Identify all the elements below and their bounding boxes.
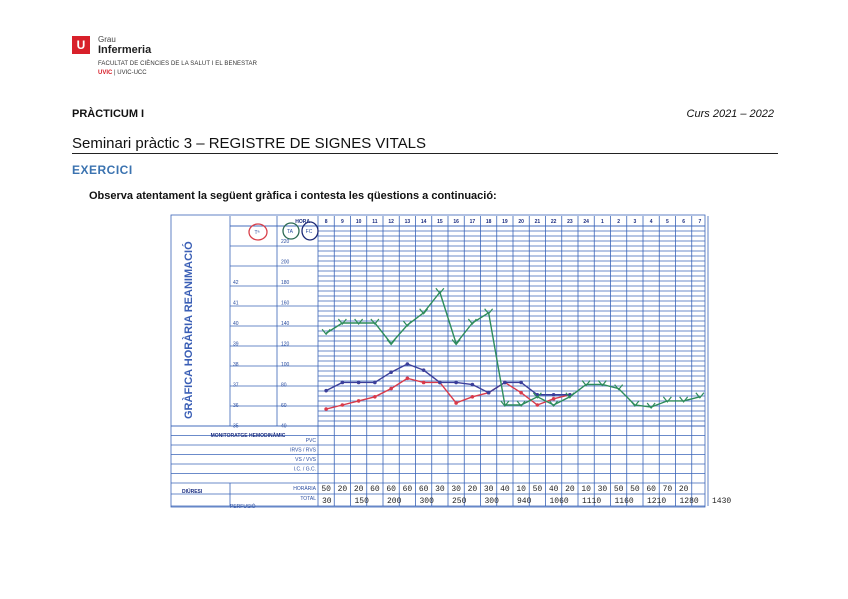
- temp-tick-label: 37: [233, 382, 239, 389]
- pressure-tick-label: 100: [281, 362, 290, 368]
- diuresi-total-value: 1210: [647, 497, 667, 506]
- monitoring-row-label: VS / VVS: [295, 457, 316, 463]
- fc-column-label: FC: [305, 229, 313, 235]
- course-name: PRÀCTICUM I: [72, 108, 145, 120]
- series-point-1: [324, 407, 328, 411]
- hour-tick-label: 13: [404, 219, 411, 225]
- pressure-tick-label: 60: [281, 403, 287, 409]
- series-point-2: [324, 389, 328, 393]
- hour-tick-label: 15: [437, 219, 443, 225]
- fc-point-mark: [615, 385, 623, 390]
- hour-tick-label: 5: [665, 219, 669, 225]
- logo-grau-label: Grau: [98, 35, 116, 44]
- logo-uvic-rest: | UVIC-UCC: [112, 70, 147, 76]
- pressure-tick-label: 140: [281, 321, 290, 327]
- hour-tick-label: 1: [600, 219, 604, 225]
- pressure-axis: [281, 239, 290, 430]
- diuresi-horaria-value: 30: [483, 485, 494, 494]
- series-point-1: [471, 395, 475, 399]
- hour-header-label: HORA: [295, 219, 310, 225]
- hour-tick-label: 24: [583, 219, 589, 225]
- diuresi-total-value: 300: [484, 497, 499, 506]
- diuresi-horaria-value: 60: [418, 485, 429, 494]
- temp-tick-label: 39: [233, 341, 239, 348]
- title-divider: [72, 153, 778, 154]
- pressure-tick-label: 80: [281, 382, 287, 389]
- diuresi-total-value: 1430: [712, 497, 732, 506]
- hour-tick-label: 9: [340, 219, 344, 225]
- temp-column-label: Tª: [254, 230, 260, 236]
- series-point-2: [454, 381, 458, 385]
- logo-faculty-name: FACULTAT DE CIÈNCIES DE LA SALUT I EL BENESTAR: [98, 61, 258, 67]
- series-point-2: [406, 362, 410, 366]
- series-point-2: [341, 381, 345, 385]
- diuresi-horaria-value: 20: [353, 485, 364, 494]
- diuresi-horaria-value: 50: [321, 485, 331, 494]
- temp-tick-label: 41: [233, 300, 239, 307]
- diuresi-total-value: 1160: [614, 497, 634, 506]
- perfusio-label: PERFUSIÓ: [230, 504, 256, 510]
- hour-tick-label: 18: [485, 219, 492, 225]
- series-point-2: [422, 368, 426, 372]
- monitoring-label: MONITORATGE HEMODINÀMIC: [210, 433, 286, 439]
- diuresi-horaria-value: 20: [565, 485, 575, 494]
- diuresi-total-value: 30: [322, 497, 332, 506]
- pressure-tick-label: 200: [281, 259, 290, 266]
- series-point-2: [389, 370, 393, 374]
- diuresi-total-value: 150: [354, 497, 369, 506]
- pressure-tick-label: 40: [281, 423, 287, 430]
- hour-tick-label: 6: [682, 219, 686, 225]
- hour-tick-label: 17: [469, 219, 476, 225]
- hour-tick-label: 22: [550, 219, 557, 225]
- diuresi-total-value: 1280: [679, 497, 699, 506]
- diuresi-total-value: 1060: [549, 497, 569, 506]
- academic-year: Curs 2021 – 2022: [686, 108, 774, 120]
- vital-signs-chart: [170, 214, 732, 510]
- series-point-2: [503, 381, 507, 385]
- university-logo-mark: U: [72, 36, 90, 54]
- hour-tick-label: 7: [698, 219, 702, 225]
- temp-tick-label: 35: [233, 423, 239, 430]
- hour-tick-label: 12: [388, 219, 394, 225]
- page-title: Seminari pràctic 3 – REGISTRE DE SIGNES VITALS: [72, 135, 426, 152]
- hour-tick-label: 23: [567, 219, 573, 225]
- series-point-2: [552, 393, 556, 397]
- temp-tick-label: 40: [233, 321, 239, 327]
- diuresi-row-horaria: HORÀRIA: [293, 486, 316, 492]
- series-point-2: [471, 383, 475, 387]
- hour-tick-label: 3: [633, 219, 637, 225]
- diuresi-horaria-value: 30: [451, 485, 461, 494]
- diuresi-horaria-value: 30: [597, 485, 608, 494]
- diuresi-horaria-value: 60: [386, 485, 396, 494]
- hour-tick-label: 21: [534, 219, 541, 225]
- diuresi-horaria-value: 50: [532, 485, 543, 494]
- diuresi-row-total: TOTAL: [300, 496, 316, 502]
- diuresi-label: DIÜRESI: [182, 489, 203, 495]
- diuresi-horaria-value: 60: [370, 485, 380, 494]
- fc-point-mark: [387, 340, 395, 345]
- diuresi-horaria-value: 50: [630, 485, 640, 494]
- diuresi-horaria-value: 30: [435, 485, 445, 494]
- diuresi-horaria-value: 50: [613, 485, 624, 494]
- hour-tick-label: 10: [355, 219, 362, 225]
- diuresi-total-value: 250: [452, 497, 467, 506]
- temperature-axis: [233, 280, 239, 430]
- series-point-2: [438, 381, 442, 385]
- pressure-tick-label: 120: [281, 341, 290, 348]
- series-point-1: [519, 391, 523, 395]
- series-point-1: [454, 401, 458, 405]
- series-point-1: [406, 377, 410, 381]
- logo-program-name: Infermeria: [98, 44, 152, 56]
- series-point-2: [357, 381, 361, 385]
- instruction-text: Observa atentament la següent gràfica i contesta les qüestions a continuació:: [89, 190, 497, 202]
- diuresi-horaria-value: 40: [500, 485, 510, 494]
- diuresi-horaria-value: 70: [662, 485, 673, 494]
- series-point-1: [389, 387, 393, 391]
- hour-tick-label: 14: [420, 219, 427, 225]
- diuresi-horaria-value: 10: [516, 485, 526, 494]
- monitoring-row-label: PVC: [305, 438, 316, 444]
- pressure-tick-label: 160: [281, 300, 290, 307]
- series-point-2: [487, 391, 491, 395]
- hour-tick-label: 16: [453, 219, 459, 225]
- diuresi-horaria-value: 20: [467, 485, 478, 494]
- series-point-1: [373, 395, 377, 399]
- ta-column-label: TA: [286, 229, 294, 235]
- hour-tick-label: 8: [324, 219, 328, 225]
- diuresi-total-value: 200: [387, 497, 402, 506]
- diuresi-total-value: 1110: [582, 497, 602, 506]
- diuresi-total-value: 940: [517, 497, 532, 506]
- series-point-1: [341, 403, 345, 407]
- temp-tick-label: 36: [233, 403, 239, 409]
- series-point-1: [536, 403, 540, 407]
- logo-university: [98, 70, 147, 76]
- hour-tick-label: 11: [372, 219, 378, 225]
- diuresi-horaria-value: 60: [646, 485, 656, 494]
- series-point-1: [422, 381, 426, 385]
- hour-tick-label: 20: [518, 219, 524, 225]
- hour-tick-label: 19: [502, 219, 508, 225]
- series-point-1: [357, 399, 361, 403]
- diuresi-total-value: 300: [419, 497, 434, 506]
- monitoring-row-label: I.C. / G.C.: [293, 466, 316, 473]
- chart-title: GRÀFICA HORÀRIA REANIMACIÓ: [183, 241, 195, 419]
- logo-uvic-red: UVIC: [98, 70, 113, 76]
- series-point-2: [373, 381, 377, 385]
- series-point-2: [519, 381, 523, 385]
- temp-tick-label: 38: [233, 362, 239, 368]
- temp-tick-label: 42: [233, 280, 239, 286]
- hour-tick-label: 2: [617, 219, 621, 225]
- diuresi-horaria-value: 20: [337, 485, 348, 494]
- hour-tick-label: 4: [649, 219, 653, 225]
- series-point-1: [552, 397, 556, 401]
- pressure-tick-label: 180: [281, 280, 290, 286]
- chart-grid: [171, 215, 708, 507]
- diuresi-horaria-value: 60: [402, 485, 413, 494]
- diuresi-horaria-value: 40: [548, 485, 559, 494]
- diuresi-horaria-value: 20: [678, 485, 689, 494]
- monitoring-row-label: IRVS / RVS: [290, 447, 316, 454]
- monitoring-rows: [290, 438, 317, 473]
- pressure-tick-label: 220: [281, 239, 290, 245]
- section-heading: EXERCICI: [72, 163, 133, 177]
- diuresi-horaria-value: 10: [581, 485, 591, 494]
